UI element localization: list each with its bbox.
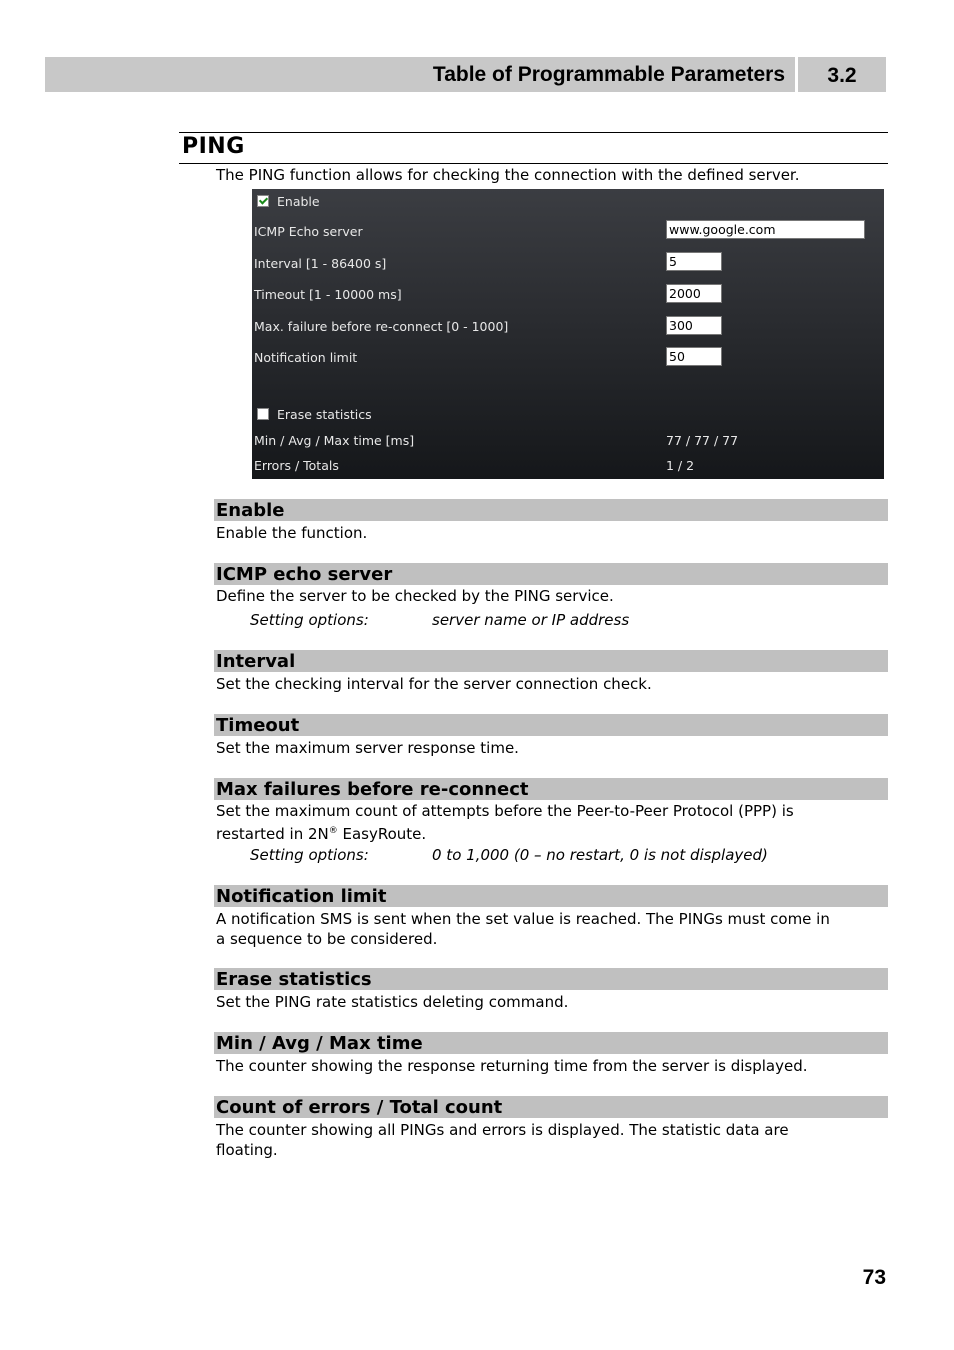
notification-label: Notification limit — [254, 350, 358, 365]
enable-label: Enable — [277, 194, 320, 209]
param-maxfail-text-line2a: restarted in 2N — [216, 825, 329, 843]
section-bottom-rule — [179, 163, 888, 164]
param-timeout-text: Set the maximum server response time. — [216, 739, 519, 757]
param-count-heading: Count of errors / Total count — [214, 1096, 888, 1118]
param-maxfail-options-value: 0 to 1,000 (0 – no restart, 0 is not displayed) — [432, 846, 768, 864]
timeout-input[interactable]: 2000 — [666, 284, 722, 303]
param-count-text — [216, 1120, 886, 1160]
param-enable-heading: Enable — [214, 499, 888, 521]
param-icmp-options-label: Setting options: — [250, 611, 369, 629]
param-time-text: The counter showing the response returning time from the server is displayed. — [216, 1057, 808, 1075]
erase-label: Erase statistics — [277, 407, 372, 422]
timeout-label: Timeout [1 - 10000 ms] — [254, 287, 402, 302]
param-notification-text-line1: A notification SMS is sent when the set value is reached. The PINGs must come in — [216, 910, 830, 928]
header-bar — [45, 57, 795, 92]
header-section-number: 3.2 — [798, 57, 886, 92]
page-number: 73 — [862, 1266, 886, 1289]
erase-checkbox[interactable] — [257, 408, 269, 420]
interval-label: Interval [1 - 86400 s] — [254, 256, 387, 271]
ping-settings-panel — [252, 189, 884, 479]
icmp-server-input[interactable]: www.google.com — [666, 220, 865, 239]
param-maxfail-text — [216, 801, 886, 844]
param-timeout-heading: Timeout — [214, 714, 888, 736]
param-icmp-text: Define the server to be checked by the PING service. — [216, 587, 614, 605]
param-maxfail-text-line2b: EasyRoute. — [337, 825, 427, 843]
time-value: 77 / 77 / 77 — [666, 433, 739, 448]
enable-checkbox[interactable] — [257, 195, 269, 207]
param-maxfail-text-line1: Set the maximum count of attempts before the Peer-to-Peer Protocol (PPP) is — [216, 802, 794, 820]
param-maxfail-heading: Max failures before re-connect — [214, 778, 888, 800]
notification-input[interactable]: 50 — [666, 347, 722, 366]
maxfail-input[interactable]: 300 — [666, 316, 722, 335]
interval-input[interactable]: 5 — [666, 252, 722, 271]
section-top-rule — [179, 132, 888, 133]
param-interval-heading: Interval — [214, 650, 888, 672]
param-icmp-options-value: server name or IP address — [432, 611, 630, 629]
param-time-heading: Min / Avg / Max time — [214, 1032, 888, 1054]
erase-row[interactable] — [252, 407, 372, 422]
section-intro: The PING function allows for checking the connection with the defined server. — [216, 166, 800, 184]
icmp-label: ICMP Echo server — [254, 224, 363, 239]
param-notification-heading: Notification limit — [214, 885, 888, 907]
errors-label: Errors / Totals — [254, 458, 339, 473]
errors-value: 1 / 2 — [666, 458, 695, 473]
time-label: Min / Avg / Max time [ms] — [254, 433, 415, 448]
header-title: Table of Programmable Parameters — [432, 63, 785, 86]
param-notification-text — [216, 909, 886, 949]
param-enable-text: Enable the function. — [216, 524, 368, 542]
param-maxfail-text-line2 — [216, 821, 886, 844]
section-title: PING — [182, 134, 245, 159]
enable-row[interactable] — [252, 194, 320, 209]
param-maxfail-options-label: Setting options: — [250, 846, 369, 864]
param-notification-text-line2: a sequence to be considered. — [216, 930, 438, 948]
param-erase-text: Set the PING rate statistics deleting command. — [216, 993, 569, 1011]
param-erase-heading: Erase statistics — [214, 968, 888, 990]
param-count-text-line2: floating. — [216, 1141, 278, 1159]
param-count-text-line1: The counter showing all PINGs and errors is displayed. The statistic data are — [216, 1121, 789, 1139]
registered-mark: ® — [328, 826, 338, 836]
maxfail-label: Max. failure before re-connect [0 - 1000] — [254, 319, 509, 334]
param-interval-text: Set the checking interval for the server connection check. — [216, 675, 652, 693]
param-icmp-heading: ICMP echo server — [214, 563, 888, 585]
